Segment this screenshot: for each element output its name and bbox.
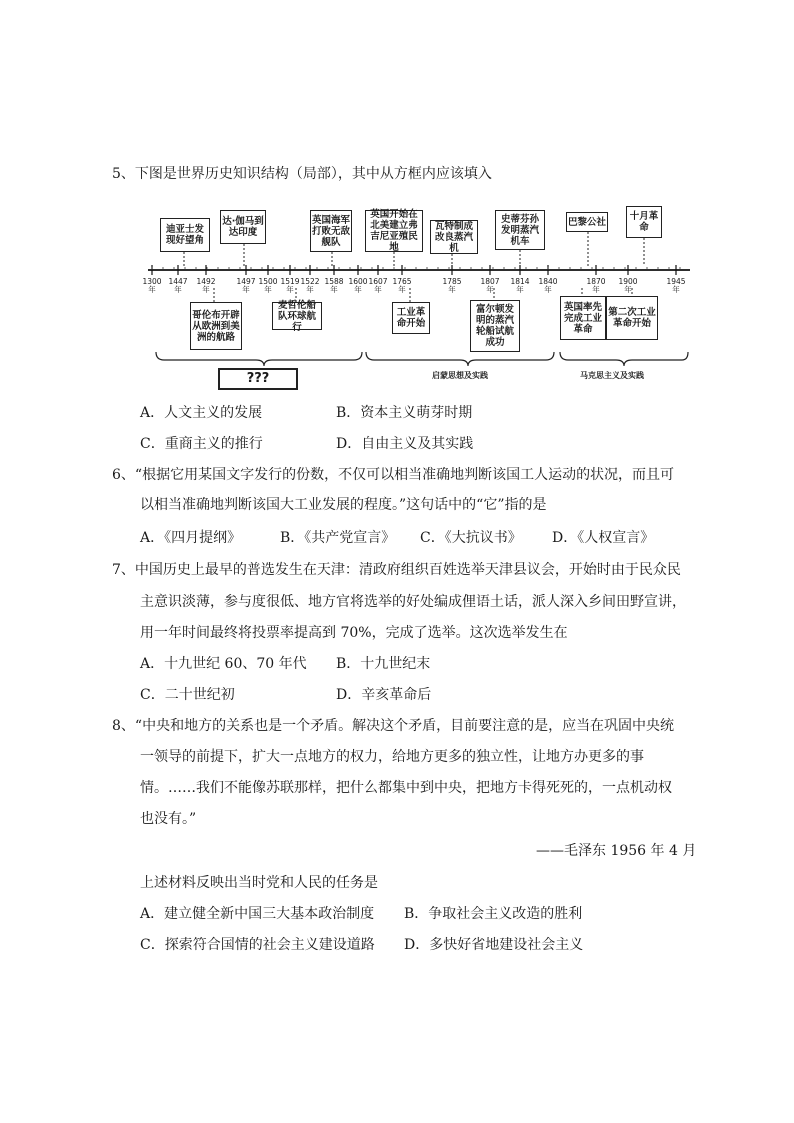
q6-option-c[interactable]: C．《大抗议书》 xyxy=(420,530,522,546)
timeline-year-label: 1807 年 xyxy=(480,277,500,294)
q8-source: ——毛泽东 1956 年 4 月 xyxy=(536,843,697,859)
timeline-year-label: 1519 年 xyxy=(280,277,300,294)
q7-option-c[interactable]: C．二十世纪初 xyxy=(140,687,235,703)
q8-option-c[interactable]: C．探索符合国情的社会主义建设道路 xyxy=(140,937,375,953)
q7-stem-line3: 用一年时间最终将投票率提高到 70%，完成了选举。这次选举发生在 xyxy=(140,625,568,641)
q8-option-a[interactable]: A．建立健全新中国三大基本政治制度 xyxy=(140,906,375,922)
q5-option-a[interactable]: A．人文主义的发展 xyxy=(140,405,263,421)
event-fulton: 富尔顿发明的蒸汽轮船试航成功 xyxy=(470,300,520,352)
timeline-year-label: 1785 年 xyxy=(442,277,462,294)
q8-stem-line1: 8、“中央和地方的关系也是一个矛盾。解决这个矛盾，目前要注意的是，应当在巩固中央统 xyxy=(112,718,675,734)
q8-question: 上述材料反映出当时党和人民的任务是 xyxy=(140,875,378,891)
timeline-year-label: 1765 年 xyxy=(392,277,412,294)
event-virginia: 英国开始在北美建立弗吉尼亚殖民地 xyxy=(365,210,423,252)
q5-option-d[interactable]: D．自由主义及其实践 xyxy=(336,436,474,452)
q6-option-a[interactable]: A．《四月提纲》 xyxy=(140,530,242,546)
timeline-year-label: 1588 年 xyxy=(324,277,344,294)
q8-option-b[interactable]: B．争取社会主义改造的胜利 xyxy=(404,906,583,922)
q7-stem-line1: 7、中国历史上最早的普选发生在天津：清政府组织百姓选举天津县议会，开始时由于民众民 xyxy=(112,562,681,578)
event-october-revolution: 十月革命 xyxy=(626,206,662,238)
event-magellan: 麦哲伦船队环球航行 xyxy=(272,302,322,330)
event-industrial-revolution: 工业革命开始 xyxy=(392,302,430,334)
timeline-figure xyxy=(142,200,690,395)
timeline-year-label: 1600 年 xyxy=(348,277,368,294)
q7-option-a[interactable]: A．十九世纪 60、70 年代 xyxy=(140,656,307,672)
timeline-year-label: 1500 年 xyxy=(258,277,278,294)
q7-option-d[interactable]: D．辛亥革命后 xyxy=(336,687,432,703)
q7-stem-line2: 主意识淡薄，参与度很低、地方官将选举的好处编成俚语土话，派人深入乡间田野宣讲， xyxy=(140,594,686,610)
unknown-box: ??? xyxy=(218,368,298,390)
q6-option-b[interactable]: B．《共产党宣言》 xyxy=(280,530,396,546)
brace-label-enlightenment: 启蒙思想及实践 xyxy=(432,371,488,380)
brace-1 xyxy=(156,352,362,366)
event-second-industrial-revolution: 第二次工业革命开始 xyxy=(606,296,658,340)
event-dias: 迪亚士发现好望角 xyxy=(160,218,210,252)
q8-stem-line3: 情。……我们不能像苏联那样，把什么都集中到中央，把地方卡得死死的，一点机动权 xyxy=(140,780,672,796)
brace-label-marxism: 马克思主义及实践 xyxy=(580,371,644,380)
timeline-year-label: 1497 年 xyxy=(236,277,256,294)
brace-3 xyxy=(560,352,688,366)
q6-stem-line2: 以相当准确地判断该国大工业发展的程度。”这句话中的“它”指的是 xyxy=(140,497,547,513)
event-gama: 达·伽马到达印度 xyxy=(220,210,266,244)
q6-option-d[interactable]: D．《人权宣言》 xyxy=(552,530,655,546)
q8-stem-line4: 也没有。” xyxy=(140,811,197,827)
timeline-year-label: 1945 年 xyxy=(666,277,686,294)
timeline-year-label: 1300 年 xyxy=(142,277,162,294)
q5-option-c[interactable]: C．重商主义的推行 xyxy=(140,436,263,452)
q5-stem: 5、下图是世界历史知识结构（局部），其中从方框内应该填入 xyxy=(112,166,492,182)
q7-option-b[interactable]: B．十九世纪末 xyxy=(336,656,431,672)
timeline-year-label: 1814 年 xyxy=(510,277,530,294)
q8-option-d[interactable]: D．多快好省地建设社会主义 xyxy=(404,937,584,953)
event-watt: 瓦特制成改良蒸汽机 xyxy=(430,220,478,254)
timeline-year-label: 1870 年 xyxy=(586,277,606,294)
q5-option-b[interactable]: B．资本主义萌芽时期 xyxy=(336,405,473,421)
event-armada: 英国海军打败无敌舰队 xyxy=(310,210,352,252)
event-britain-complete: 英国率先完成工业革命 xyxy=(560,296,606,340)
timeline-year-label: 1447 年 xyxy=(168,277,188,294)
event-columbus: 哥伦布开辟从欧洲到美洲的航路 xyxy=(190,302,242,350)
event-paris-commune: 巴黎公社 xyxy=(566,212,608,232)
timeline-year-label: 1900 年 xyxy=(618,277,638,294)
event-stephenson: 史蒂芬孙发明蒸汽机车 xyxy=(495,210,545,250)
q8-stem-line2: 一领导的前提下，扩大一点地方的权力，给地方更多的独立性，让地方办更多的事 xyxy=(140,749,644,765)
timeline-year-label: 1522 年 xyxy=(300,277,320,294)
brace-2 xyxy=(366,352,554,366)
timeline-year-label: 1492 年 xyxy=(196,277,216,294)
timeline-year-label: 1607 年 xyxy=(368,277,388,294)
timeline-year-label: 1840 年 xyxy=(538,277,558,294)
q6-stem-line1: 6、“根据它用某国文字发行的份数，不仅可以相当准确地判断该国工人运动的状况，而且可 xyxy=(112,467,675,483)
